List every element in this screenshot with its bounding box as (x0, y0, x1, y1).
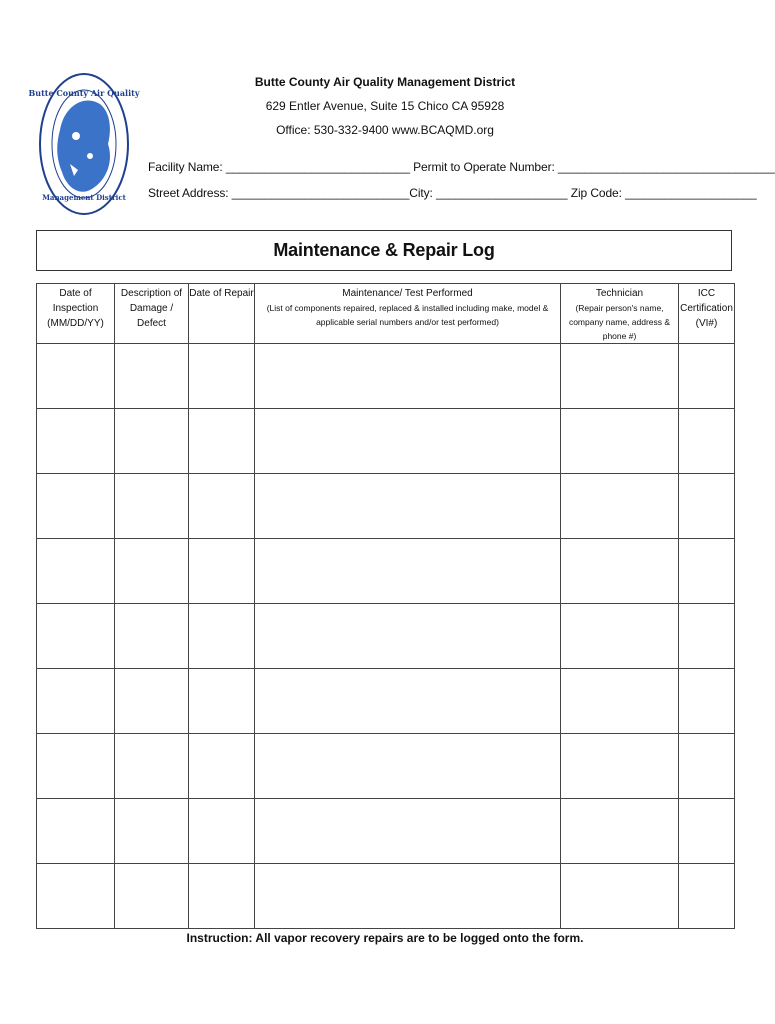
table-cell[interactable] (255, 539, 561, 604)
table-cell[interactable] (115, 864, 189, 929)
table-cell[interactable] (189, 669, 255, 734)
table-cell[interactable] (189, 474, 255, 539)
table-cell[interactable] (561, 344, 679, 409)
table-row (37, 734, 735, 799)
svg-text:Management District: Management District (42, 193, 126, 202)
table-cell[interactable] (115, 539, 189, 604)
facility-permit-line[interactable]: Facility Name: ____________________________ Permit to Operate Number: _________________________________ (148, 160, 775, 174)
table-cell[interactable] (115, 734, 189, 799)
table-cell[interactable] (255, 734, 561, 799)
address-city-zip-line[interactable]: Street Address: ___________________________City: ____________________ Zip Code: ____________________ (148, 186, 757, 200)
header (240, 70, 530, 142)
table-body (37, 344, 735, 929)
table-cell[interactable] (561, 604, 679, 669)
table-cell[interactable] (37, 669, 115, 734)
table-cell[interactable] (189, 604, 255, 669)
district-seal-icon (28, 70, 140, 218)
table-cell[interactable] (561, 734, 679, 799)
table-cell[interactable] (189, 344, 255, 409)
table-cell[interactable] (37, 409, 115, 474)
table-cell[interactable] (115, 604, 189, 669)
table-row (37, 799, 735, 864)
organization-name: Butte County Air Quality Management District (254, 75, 516, 89)
table-cell[interactable] (189, 734, 255, 799)
table-header-row (37, 284, 735, 344)
table-cell[interactable] (679, 539, 735, 604)
column-header-technician: Technician (Repair person's name, company name, address & phone #) (561, 284, 679, 344)
table-row (37, 409, 735, 474)
table-cell[interactable] (189, 864, 255, 929)
svg-text:Butte County Air Quality: Butte County Air Quality (28, 88, 140, 98)
column-header-date-of-inspection: Date of Inspection (MM/DD/YY) (37, 284, 115, 344)
column-header-maintenance: Maintenance/ Test Performed (List of components repaired, replaced & installed including make, model & applicable serial numbers and/or test performed) (255, 284, 561, 344)
table-cell[interactable] (189, 409, 255, 474)
table-cell[interactable] (255, 864, 561, 929)
table-row (37, 539, 735, 604)
table-cell[interactable] (561, 799, 679, 864)
table-cell[interactable] (679, 604, 735, 669)
table-cell[interactable] (255, 604, 561, 669)
column-header-date-of-repair: Date of Repair (189, 284, 255, 344)
table-cell[interactable] (561, 864, 679, 929)
organization-address: 629 Entler Avenue, Suite 15 Chico CA 95928 (265, 99, 505, 113)
organization-contact: Office: 530-332-9400 www.BCAQMD.org (276, 123, 494, 137)
table-row (37, 669, 735, 734)
maintenance-log-table (36, 283, 735, 929)
instruction-text: Instruction: All vapor recovery repairs are to be logged onto the form. (186, 931, 584, 945)
table-cell[interactable] (115, 669, 189, 734)
table-cell[interactable] (37, 734, 115, 799)
table-cell[interactable] (37, 344, 115, 409)
table-cell[interactable] (37, 799, 115, 864)
district-logo (28, 70, 140, 218)
table-cell[interactable] (255, 799, 561, 864)
table-cell[interactable] (561, 474, 679, 539)
table-cell[interactable] (37, 864, 115, 929)
table-cell[interactable] (115, 344, 189, 409)
table-row (37, 604, 735, 669)
table-cell[interactable] (115, 409, 189, 474)
column-header-icc-certification: ICC Certification (VI#) (679, 284, 735, 344)
table-cell[interactable] (255, 344, 561, 409)
table-cell[interactable] (37, 474, 115, 539)
table-cell[interactable] (679, 734, 735, 799)
table-cell[interactable] (189, 799, 255, 864)
table-cell[interactable] (679, 864, 735, 929)
table-cell[interactable] (255, 474, 561, 539)
table-cell[interactable] (679, 344, 735, 409)
table-row (37, 474, 735, 539)
table-cell[interactable] (679, 669, 735, 734)
table-row (37, 864, 735, 929)
table-cell[interactable] (679, 799, 735, 864)
form-title: Maintenance & Repair Log (273, 240, 495, 260)
table-cell[interactable] (115, 799, 189, 864)
table-cell[interactable] (255, 409, 561, 474)
table-row (37, 344, 735, 409)
table-cell[interactable] (189, 539, 255, 604)
table-cell[interactable] (561, 409, 679, 474)
table-cell[interactable] (255, 669, 561, 734)
table-cell[interactable] (37, 539, 115, 604)
table-cell[interactable] (561, 539, 679, 604)
form-title-box (36, 230, 732, 271)
table-cell[interactable] (561, 669, 679, 734)
table-cell[interactable] (679, 409, 735, 474)
table-cell[interactable] (115, 474, 189, 539)
table-cell[interactable] (37, 604, 115, 669)
table-cell[interactable] (679, 474, 735, 539)
column-header-description: Description of Damage / Defect (115, 284, 189, 344)
